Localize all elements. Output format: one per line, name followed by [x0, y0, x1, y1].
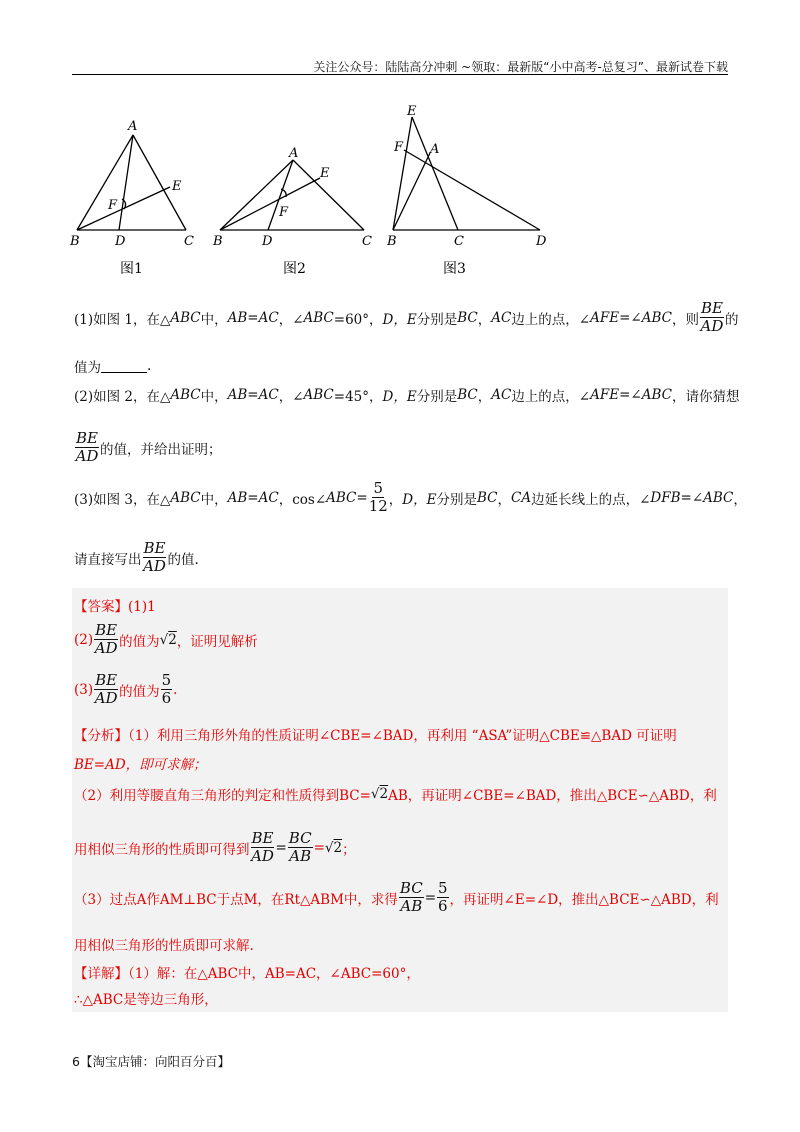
numerator: BC	[399, 879, 423, 897]
numerator: BE	[95, 621, 118, 639]
text: BC	[457, 387, 478, 403]
text: 的值为	[119, 683, 160, 700]
text: ，	[733, 491, 747, 508]
answer-line-1: 【答案】(1)1	[74, 599, 156, 615]
analysis-line-5	[74, 880, 719, 915]
text: .	[147, 358, 152, 374]
answer-line-2: (2) $\frac{BE}{AD}$ 的值为 √ 2 ，证明见解析	[74, 621, 258, 657]
label-b: B	[213, 234, 223, 249]
text: AB，再证明∠CBE=∠BAD，推出△BCE∽△ABD，利	[388, 788, 717, 804]
analysis-line-4: 用相似三角形的性质即可得到 $\frac{BE}{AD}$ = $\frac{BC}{AB}$ = √ 2 ；	[74, 829, 356, 865]
page-header: 关注公众号：陆陆高分冲刺 ~领取：最新版“小中高考-总复习”、最新试卷下载	[313, 60, 728, 74]
sqrt-radicand: 2	[333, 839, 343, 856]
numerator: BE	[76, 429, 98, 447]
analysis-line-1: 【分析】（1）利用三角形外角的性质证明∠CBE=∠BAD，再利用 “ASA”证明△CBE≌△BAD 可证明	[74, 728, 677, 744]
sqrt-radicand: 2	[379, 786, 389, 802]
figure-caption: 图2	[283, 261, 306, 277]
label-f: F	[394, 140, 404, 155]
text: （3）过点A作AM⊥BC于点M，在Rt△ABM中，求得	[74, 891, 398, 908]
label-f: F	[108, 198, 118, 213]
page-footer: 6【淘宝店铺：向阳百分百】	[72, 1054, 230, 1069]
text: D，E	[382, 311, 417, 328]
fraction	[437, 880, 449, 915]
text: 边上的点，∠	[511, 389, 591, 405]
denominator: AD	[75, 447, 99, 465]
question-3-line-2	[74, 540, 199, 575]
numerator: BE	[143, 539, 166, 557]
text: ，再证明∠E=∠D，推出△BCE∽△ABD，利	[449, 891, 719, 908]
numerator: BC	[288, 829, 312, 847]
text: (2)	[74, 631, 94, 648]
text: AC	[491, 309, 512, 326]
denominator: 6	[438, 897, 448, 915]
text: 的值，并给出证明；	[99, 441, 222, 458]
fraction	[700, 300, 724, 335]
text: ，	[477, 389, 492, 405]
text: =	[275, 839, 287, 856]
text: 请直接写出	[74, 551, 142, 568]
text: ABC	[326, 489, 357, 506]
denominator: AD	[94, 639, 118, 657]
text: 边上的点，∠	[511, 311, 591, 328]
fraction	[399, 880, 424, 915]
text: =45°，	[333, 389, 383, 405]
text: ，∠	[278, 311, 304, 328]
text: (3)	[74, 681, 94, 698]
text: ，则	[671, 311, 699, 328]
fraction	[161, 672, 173, 707]
text: =60°，	[333, 311, 383, 328]
text: BC	[476, 489, 498, 506]
label-b: B	[387, 234, 397, 249]
label-c: C	[184, 234, 194, 249]
denominator: AB	[400, 897, 423, 915]
text: AFE=∠ABC	[590, 387, 672, 403]
analysis-line-3: （2）利用等腰直角三角形的判定和性质得到BC= √ 2 AB，再证明∠CBE=∠BAD，推出△BCE∽△ABD，利	[74, 786, 717, 804]
detail-line-1: 【详解】（1）解：在△ABC中，AB=AC，∠ABC=60°，	[74, 966, 420, 982]
text: =	[313, 839, 325, 856]
label-e: E	[320, 166, 330, 181]
numerator: BE	[700, 299, 723, 317]
detail-line-2: ∴△ABC是等边三角形，	[74, 992, 218, 1008]
text: 用相似三角形的性质即可得到	[74, 841, 250, 858]
text: AC	[491, 387, 512, 403]
label-c: C	[454, 234, 464, 249]
numerator: BE	[95, 671, 118, 689]
denominator: AD	[700, 317, 724, 335]
answer-blank	[101, 360, 147, 373]
label-d: D	[536, 234, 547, 249]
denominator: AB	[289, 847, 312, 865]
text: ABC	[303, 309, 334, 326]
text: ，cos∠	[278, 491, 327, 508]
numerator: BE	[251, 829, 274, 847]
denominator: AD	[143, 557, 166, 575]
text: BC	[457, 309, 478, 326]
text: 中，	[200, 311, 228, 328]
label-e: E	[407, 104, 417, 119]
text: =	[356, 489, 368, 506]
text: 的	[724, 311, 739, 328]
numerator: 5	[161, 671, 172, 689]
sqrt-radicand: 2	[168, 631, 177, 648]
figure-2	[220, 160, 364, 230]
analysis-line-2: BE=AD，即可求解；	[74, 757, 207, 773]
fraction	[143, 540, 167, 575]
text: D，E	[402, 491, 437, 508]
text: ，∠	[278, 389, 304, 405]
header-rule	[72, 74, 728, 75]
text: 值为	[74, 360, 101, 376]
figure-caption: 图3	[443, 261, 466, 277]
fraction	[94, 672, 118, 707]
text: ，请你猜想	[671, 389, 740, 405]
fraction	[75, 430, 99, 465]
text: 分别是	[416, 389, 458, 405]
label-a: A	[430, 142, 440, 157]
text: ，	[477, 311, 492, 328]
text: (3)如图 3，在△	[74, 491, 171, 508]
text: (1)如图 1，在△	[74, 311, 171, 328]
numerator: 5	[373, 479, 384, 497]
text: 中，	[200, 389, 228, 405]
text: 的值为	[119, 633, 160, 650]
text: ，	[497, 491, 511, 508]
figure-3	[393, 117, 540, 230]
numerator: 5	[438, 879, 448, 897]
fraction	[288, 830, 313, 865]
analysis-line-6: 用相似三角形的性质即可求解.	[74, 938, 254, 954]
question-1	[74, 299, 739, 335]
text: ABC	[170, 309, 201, 326]
text: 分别是	[436, 491, 477, 508]
denominator: AD	[251, 847, 274, 865]
text: AB=AC	[227, 387, 279, 403]
question-2	[74, 385, 739, 405]
figure-1	[77, 135, 186, 230]
question-3	[74, 480, 747, 515]
fraction	[251, 830, 275, 865]
text: ABC	[303, 387, 334, 403]
text: 边延长线上的点，∠	[531, 491, 651, 508]
text: DFB=∠ABC	[650, 489, 734, 506]
text: （2）利用等腰直角三角形的判定和性质得到BC=	[74, 788, 371, 804]
text: CA	[511, 489, 532, 506]
fraction	[94, 622, 118, 657]
text: (2)如图 2，在△	[74, 389, 171, 405]
label-d: D	[115, 234, 126, 249]
text: AFE=∠ABC	[590, 309, 672, 326]
text: =	[424, 889, 436, 906]
figure-2-labels	[212, 146, 372, 277]
text: ABC	[170, 387, 201, 403]
text: D，E	[382, 389, 417, 405]
text: 的值.	[167, 551, 199, 568]
text: AB=AC	[227, 309, 279, 326]
text: 分别是	[416, 311, 458, 328]
geometry-figures	[0, 95, 800, 285]
denominator: AD	[94, 689, 118, 707]
label-f: F	[279, 205, 289, 220]
text: ；	[342, 841, 356, 858]
label-b: B	[70, 234, 80, 249]
label-a: A	[128, 119, 138, 134]
text: AB=AC	[227, 489, 279, 506]
answer-line-3	[74, 672, 177, 707]
text: 中，	[200, 491, 228, 508]
denominator: 6	[161, 689, 172, 707]
label-c: C	[362, 234, 372, 249]
label-a: A	[289, 146, 299, 161]
text: .	[173, 681, 178, 698]
fraction	[369, 480, 388, 515]
label-d: D	[262, 234, 273, 249]
label-e: E	[172, 179, 182, 194]
figure-caption: 图1	[120, 261, 143, 277]
question-1-blank-line	[74, 356, 151, 376]
text: ，	[388, 491, 403, 508]
text: ，证明见解析	[176, 633, 258, 650]
question-2-line-2	[74, 430, 221, 465]
denominator: 12	[368, 497, 388, 515]
text: ABC	[170, 489, 201, 506]
